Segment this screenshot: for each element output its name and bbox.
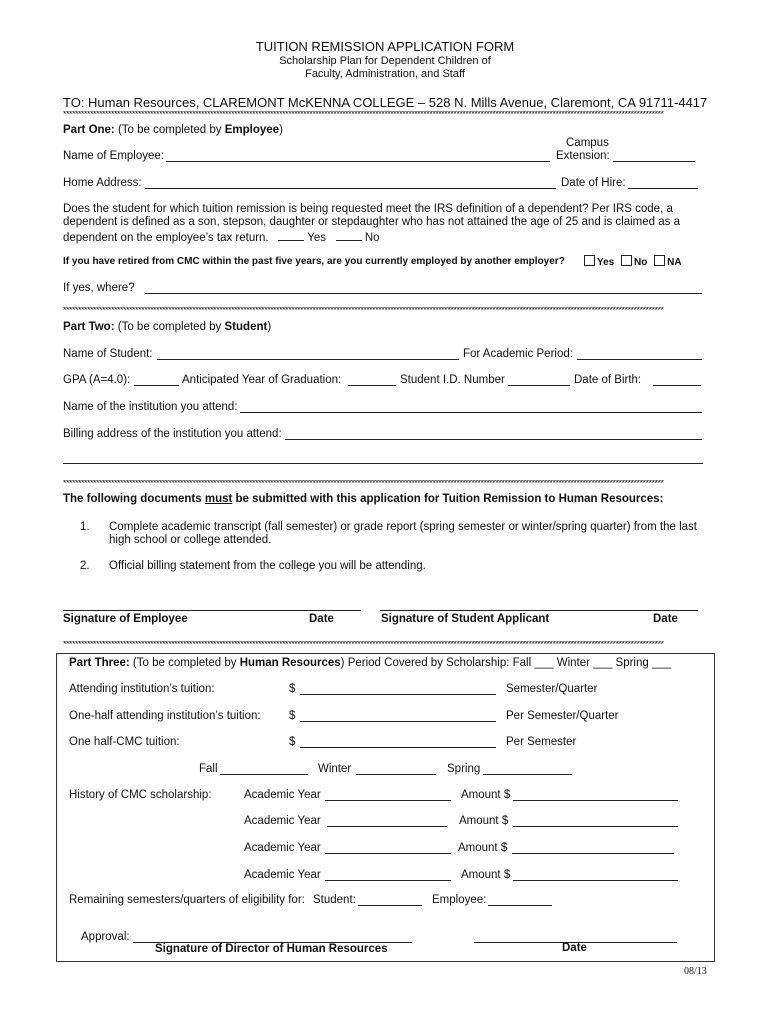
attending-tuition-field[interactable] <box>300 683 496 695</box>
documents-heading: The following documents must be submitted with this application for Tuition Remission to Human Resources: <box>63 493 664 505</box>
part-three-box <box>56 653 715 962</box>
student-signature-label: Signature of Student Applicant <box>381 613 550 625</box>
employee-signature-line[interactable] <box>63 610 361 611</box>
approval-signature-field[interactable] <box>133 931 412 943</box>
academic-year-label: Academic Year <box>244 815 321 827</box>
doc-item-1-line1: Complete academic transcript (fall semester) or grade report (spring semester or winter/spring quarter) from the last <box>109 521 697 533</box>
divider: ******************************************************************************************************************************************************************************************************** <box>63 111 664 117</box>
date-of-hire-label: Date of Hire: <box>561 177 626 189</box>
home-address-field[interactable] <box>145 177 556 189</box>
gpa-field[interactable] <box>134 374 179 386</box>
irs-question-line2: dependent is defined as a son, stepson, daughter or stepdaughter who has not attained the age of 25 and is claimed as a <box>63 216 680 228</box>
part-one-heading: Part One: (To be completed by Employee) <box>63 124 283 136</box>
doc-item-1-number: 1. <box>80 521 90 533</box>
name-employee-field[interactable] <box>166 150 550 162</box>
billing-field-line2[interactable] <box>63 452 703 464</box>
spring-field[interactable] <box>483 763 572 775</box>
student-signature-line[interactable] <box>380 610 698 611</box>
retired-options: Yes No NA <box>580 255 682 268</box>
retired-question: If you have retired from CMC within the past five years, are you currently employed by another employer? <box>63 256 565 267</box>
academic-period-field[interactable] <box>577 348 702 360</box>
academic-year-label: Academic Year <box>244 842 321 854</box>
name-student-label: Name of Student: <box>63 348 153 360</box>
per-semester-label: Per Semester <box>506 736 577 748</box>
fall-field[interactable] <box>220 763 308 775</box>
dollar-sign: $ <box>289 710 296 722</box>
part-two-heading: Part Two: (To be completed by Student) <box>63 321 272 333</box>
employee-date-label: Date <box>309 613 334 625</box>
doc-item-1-line2: high school or college attended. <box>109 534 272 546</box>
remaining-student-label: Student: <box>313 894 356 906</box>
amount-label: Amount $ <box>461 789 511 801</box>
student-id-field[interactable] <box>508 374 570 386</box>
half-tuition-field[interactable] <box>300 710 496 722</box>
remaining-employee-label: Employee: <box>432 894 487 906</box>
if-yes-field[interactable] <box>145 282 702 294</box>
winter-label: Winter <box>318 763 352 775</box>
director-signature-label: Signature of Director of Human Resources <box>155 943 388 955</box>
winter-field[interactable] <box>356 763 436 775</box>
institution-field[interactable] <box>240 401 702 413</box>
if-yes-label: If yes, where? <box>63 282 135 294</box>
history-label: History of CMC scholarship: <box>69 789 212 801</box>
employee-signature-label: Signature of Employee <box>63 613 188 625</box>
irs-yes-field[interactable] <box>278 229 304 241</box>
part-three-heading: Part Three: (To be completed by Human Resources) Period Covered by Scholarship: Fall ___ Winter ___ Spring ___ <box>69 657 672 669</box>
dob-label: Date of Birth: <box>574 374 642 386</box>
per-semester-quarter-label: Per Semester/Quarter <box>506 710 619 722</box>
student-date-label: Date <box>653 613 678 625</box>
dob-field[interactable] <box>653 374 701 386</box>
semester-quarter-label: Semester/Quarter <box>506 683 598 695</box>
approval-label: Approval: <box>81 931 130 943</box>
academic-year-field[interactable] <box>325 869 451 881</box>
irs-question-line3: dependent on the employee’s tax return. Yes No <box>63 229 380 244</box>
amount-field[interactable] <box>513 869 678 881</box>
grad-year-label: Anticipated Year of Graduation: <box>182 374 342 386</box>
campus-label: Campus <box>566 137 609 149</box>
name-student-field[interactable] <box>157 348 459 360</box>
approval-date-label: Date <box>562 942 587 954</box>
divider: ******************************************************************************************************************************************************************************************************** <box>63 480 664 486</box>
remaining-employee-field[interactable] <box>488 894 552 906</box>
amount-field[interactable] <box>513 789 678 801</box>
grad-year-field[interactable] <box>348 374 396 386</box>
form-title: TUITION REMISSION APPLICATION FORM <box>255 39 515 54</box>
retired-yes-checkbox[interactable] <box>584 255 595 266</box>
student-id-label: Student I.D. Number <box>400 374 505 386</box>
divider: ******************************************************************************************************************************************************************************************************** <box>63 641 664 647</box>
name-employee-label: Name of Employee: <box>63 150 164 162</box>
remaining-label: Remaining semesters/quarters of eligibility for: <box>69 894 305 906</box>
dollar-sign: $ <box>289 736 296 748</box>
amount-field[interactable] <box>512 842 674 854</box>
spring-label: Spring <box>447 763 481 775</box>
fall-label: Fall <box>199 763 218 775</box>
academic-year-label: Academic Year <box>244 789 321 801</box>
to-line: TO: Human Resources, CLAREMONT McKENNA COLLEGE – 528 N. Mills Avenue, Claremont, CA 91711-4417 <box>63 95 708 110</box>
billing-field[interactable] <box>285 428 702 440</box>
form-revision-code: 08/13 <box>684 966 707 977</box>
academic-year-field[interactable] <box>325 789 451 801</box>
retired-no-checkbox[interactable] <box>621 255 632 266</box>
date-of-hire-field[interactable] <box>628 177 698 189</box>
attending-tuition-label: Attending institution’s tuition: <box>69 683 215 695</box>
half-tuition-label: One-half attending institution’s tuition: <box>69 710 261 722</box>
academic-period-label: For Academic Period: <box>463 348 573 360</box>
amount-field[interactable] <box>513 815 678 827</box>
doc-item-2: Official billing statement from the college you will be attending. <box>109 560 426 572</box>
amount-label: Amount $ <box>461 869 511 881</box>
gpa-label: GPA (A=4.0): <box>63 374 131 386</box>
extension-label: Extension: <box>556 150 610 162</box>
divider: ******************************************************************************************************************************************************************************************************** <box>63 307 664 313</box>
remaining-student-field[interactable] <box>358 894 422 906</box>
academic-year-field[interactable] <box>325 842 451 854</box>
amount-label: Amount $ <box>459 815 509 827</box>
institution-label: Name of the institution you attend: <box>63 401 238 413</box>
academic-year-field[interactable] <box>327 815 447 827</box>
form-subtitle-2: Faculty, Administration, and Staff <box>305 68 465 80</box>
dollar-sign: $ <box>289 683 296 695</box>
retired-na-checkbox[interactable] <box>654 255 665 266</box>
academic-year-label: Academic Year <box>244 869 321 881</box>
cmc-half-field[interactable] <box>300 736 496 748</box>
extension-field[interactable] <box>613 150 695 162</box>
home-address-label: Home Address: <box>63 177 142 189</box>
amount-label: Amount $ <box>458 842 508 854</box>
cmc-half-label: One half-CMC tuition: <box>69 736 180 748</box>
irs-question-line1: Does the student for which tuition remission is being requested meet the IRS definition of a dependent? Per IRS code, a <box>63 203 673 215</box>
irs-no-field[interactable] <box>336 229 362 241</box>
form-subtitle-1: Scholarship Plan for Dependent Children of <box>279 55 491 67</box>
doc-item-2-number: 2. <box>80 560 90 572</box>
billing-label: Billing address of the institution you attend: <box>63 428 282 440</box>
